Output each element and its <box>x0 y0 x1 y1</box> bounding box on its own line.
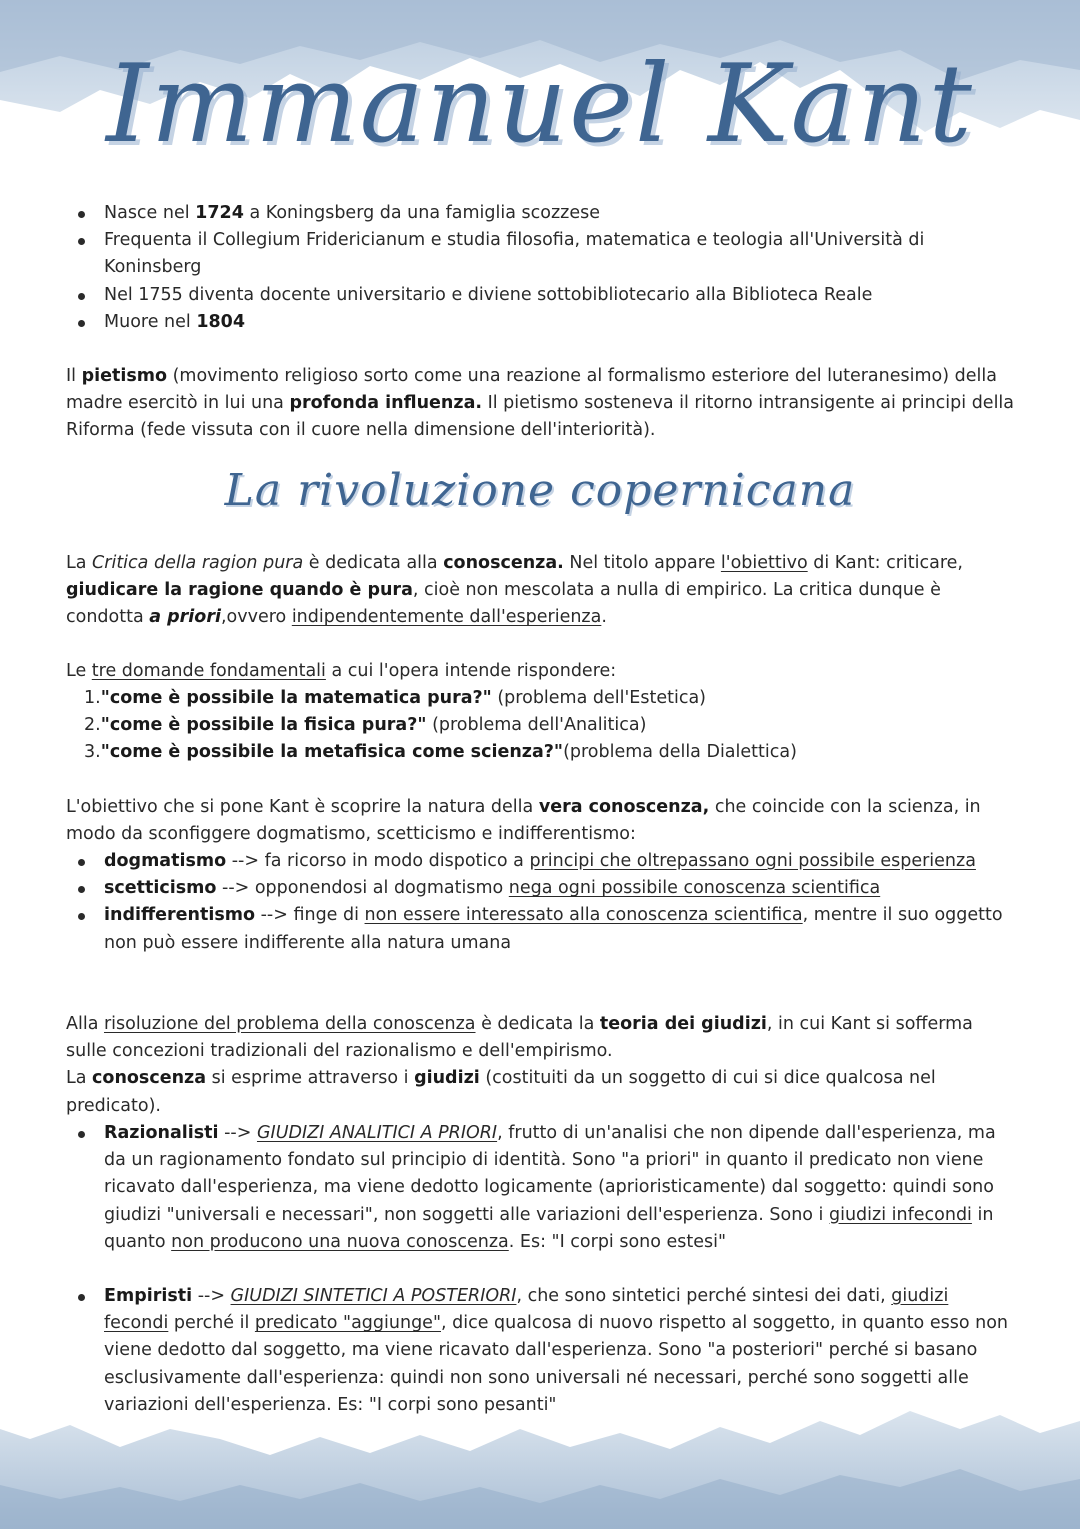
list-item: indifferentismo --> finge di non essere interessato alla conoscenza scientifica, mentre il suo oggetto non può essere indifferente alla natura umana <box>66 902 1016 956</box>
list-item: Razionalisti --> GIUDIZI ANALITICI A PRIORI, frutto di un'analisi che non dipende dall'esperienza, ma da un ragionamento fondato sul principio di identità. Sono "a priori" in quanto il predicato non viene ricavato dall'esperienza, ma viene dedotto logicamente (aprioristicamente) dal soggetto: quindi sono giudizi "universali e necessari", non soggetti alle variazioni dell'esperienza. Sono i giudizi infecondi in quanto non producono una nuova conoscenza. Es: "I corpi sono estesi" <box>66 1120 1016 1256</box>
section-title: La rivoluzione copernicana <box>224 465 856 516</box>
domande-intro: Le tre domande fondamentali a cui l'opera intende rispondere: <box>66 661 617 681</box>
critica-paragraph: La Critica della ragion pura è dedicata alla conoscenza. Nel titolo appare l'obiettivo di Kant: criticare, giudicare la ragione quando è pura, cioè non mescolata a nulla di empirico. La critica dunque è condotta a priori,ovvero indipendentemente dall'esperienza. <box>66 553 963 628</box>
list-item: scetticismo --> opponendosi al dogmatismo nega ogni possibile conoscenza scientifica <box>66 875 1016 902</box>
page-title: Immanuel Kant <box>106 42 974 167</box>
giudizi-paragraph: Alla risoluzione del problema della conoscenza è dedicata la teoria dei giudizi, in cui Kant si sofferma sulle concezioni tradizionali del razionalismo e dell'empirismo. La conoscenza si esprime attraverso i giudizi (costituiti da un soggetto di cui si dice qualcosa nel predicato). <box>66 1014 973 1116</box>
list-item: Nasce nel 1724 a Koningsberg da una famiglia scozzese <box>66 200 1016 227</box>
list-item: Muore nel 1804 <box>66 309 1016 336</box>
list-item: 2."come è possibile la fisica pura?" (problema dell'Analitica) <box>84 715 647 736</box>
list-item: 1."come è possibile la matematica pura?" (problema dell'Estetica) <box>84 688 706 708</box>
biography-list <box>66 200 1016 336</box>
list-item: Empiristi --> GIUDIZI SINTETICI A POSTERIORI, che sono sintetici perché sintesi dei dati, giudizi fecondi perché il predicato "aggiunge", dice qualcosa di nuovo rispetto al soggetto, in quanto esso non viene dedotto dal soggetto, ma viene ricavato dall'esperienza. Sono "a posteriori" perché si basano esclusivamente dall'esperienza: quindi non sono universali né necessari, perché sono soggetti alle variazioni dell'esperienza. Es: "I corpi sono pesanti" <box>66 1283 1016 1419</box>
list-item: 3."come è possibile la metafisica come scienza?"(problema della Dialettica) <box>84 742 797 763</box>
correnti-list <box>66 848 1016 957</box>
pietismo-paragraph: Il pietismo (movimento religioso sorto come una reazione al formalismo esteriore del luteranesimo) della madre esercitò in lui una profonda influenza. Il pietismo sosteneva il ritorno intransigente ai principi della Riforma (fede vissuta con il cuore nella dimensione dell'interiorità). <box>66 366 1015 441</box>
domande-list <box>66 685 1016 767</box>
list-item: Frequenta il Collegium Fridericianum e studia filosofia, matematica e teologia all'Università di Koninsberg <box>66 227 1016 281</box>
giudizi-list <box>66 1120 1016 1419</box>
list-item: dogmatismo --> fa ricorso in modo dispotico a principi che oltrepassano ogni possibile esperienza <box>66 848 1016 875</box>
list-item: Nel 1755 diventa docente universitario e diviene sottobibliotecario alla Biblioteca Reale <box>66 282 1016 309</box>
obiettivo-paragraph: L'obiettivo che si pone Kant è scoprire la natura della vera conoscenza, che coincide con la scienza, in modo da sconfiggere dogmatismo, scetticismo e indifferentismo: <box>66 797 981 845</box>
